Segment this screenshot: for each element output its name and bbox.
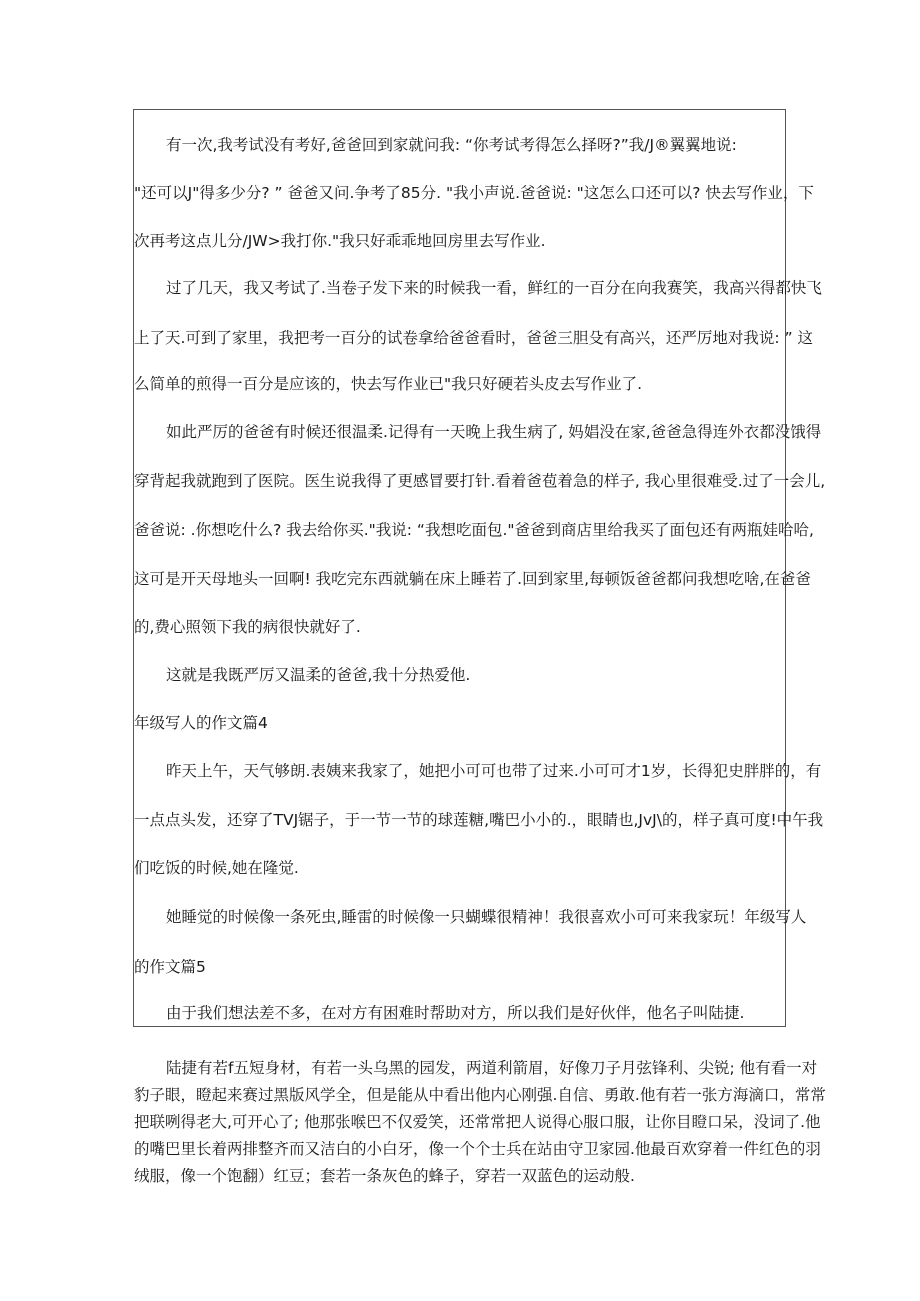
bottom-line: 把联咧得老大,可开心了; 他那张喉巴不仅爱笑，还常常把人说得心服口服，让你目瞪口呆，没词了.他 — [134, 1113, 821, 1131]
essay-line: 爸爸说: .你想吃什么? 我去给你买."我说: “我想吃面包."爸爸到商店里给我买了面包还有两瓶娃哈哈, — [134, 521, 814, 539]
essay-line: 的,费心照领下我的病很快就好了. — [134, 618, 361, 636]
section-heading: 的作文篇5 — [134, 958, 206, 976]
section-heading: 年级写人的作文篇4 — [134, 714, 268, 732]
bottom-line: 的嘴巴里长着两排整齐而又洁白的小白牙，像一个个士兵在站由守卫家园.他最百欢穿着一件红色的羽 — [134, 1140, 821, 1158]
essay-line: 有一次,我考试没有考好,爸爸回到家就问我: “你考试考得怎么择呀?”我/J®翼翼地说: — [166, 136, 737, 154]
bottom-line: 绒服，像一个饱翻）红豆；套若一条灰色的蜂子，穿若一双蓝色的运动般. — [134, 1167, 635, 1185]
essay-line: 这可是开天母地头一回啊! 我吃完东西就躺在床上睡若了.回到家里,每顿饭爸爸都问我想吃啥,在爸爸 — [134, 570, 811, 588]
bottom-line: 豹子眼，瞪起来赛过黑版风学全，但是能从中看出他内心刚强.自信、勇敢.他有若一张方海滴口，常常 — [134, 1086, 826, 1104]
essay-line: 由于我们想法差不多，在对方有困难时帮助对方，所以我们是好伙伴，他名子叫陆捷. — [166, 1004, 745, 1022]
essay-line: 昨天上午，天气够朗.表姨来我家了，她把小可可也带了过来.小可可才1岁，长得犯史胖胖的，有 — [166, 762, 822, 780]
essay-line: "还可以J"得多少分? ” 爸爸又问.争考了85分. "我小声说.爸爸说: "这怎么口还可以? 快去写作业，下 — [134, 184, 814, 202]
essay-line: 一点点头发，还穿了TVJ锯子，于一节一节的球莲糖,嘴巴小小的.，眼睛也,JvJ\的，样子真可度!中午我 — [134, 811, 824, 829]
essay-line: 次再考这点儿分/JW>我打你."我只好乖乖地回房里去写作业. — [134, 232, 546, 250]
essay-line: 这就是我既严厉又温柔的爸爸,我十分热爱他. — [166, 666, 471, 684]
essay-line: 们吃饭的时候,她在隆觉. — [134, 859, 299, 877]
essay-line: 上了天.可到了家里，我把考一百分的试卷拿给爸爸看时，爸爸三胆殳有高兴，还严厉地对我说: ” 这 — [134, 329, 814, 347]
essay-line: 过了几天，我又考试了.当卷子发下来的时候我一看，鲜红的一百分在向我赛笑，我高兴得都快飞 — [166, 279, 822, 297]
essay-line: 她睡觉的时候像一条死虫,睡雷的时候像一只蝴蝶很精神！我很喜欢小可可来我家玩！年级写人 — [166, 908, 807, 926]
bottom-line: 陆捷有若f五短身材，有若一头乌黑的园发，两道利箭眉，好像刀子月弦锋利、尖锐; 他有看一对 — [166, 1059, 818, 1077]
essay-line: 穿背起我就跑到了医院。医生说我得了更感冒要打针.看着爸苞着急的样子, 我心里很难受.过了一会儿, — [134, 472, 826, 490]
essay-line: 如此严厉的爸爸有时候还很温柔.记得有一天晚上我生病了, 妈娼没在家,爸爸急得连外衣都没饿得 — [166, 423, 822, 441]
essay-line: 么简单的煎得一百分是应该的，快去写作业已"我只好硬若头皮去写作业了. — [134, 375, 643, 393]
